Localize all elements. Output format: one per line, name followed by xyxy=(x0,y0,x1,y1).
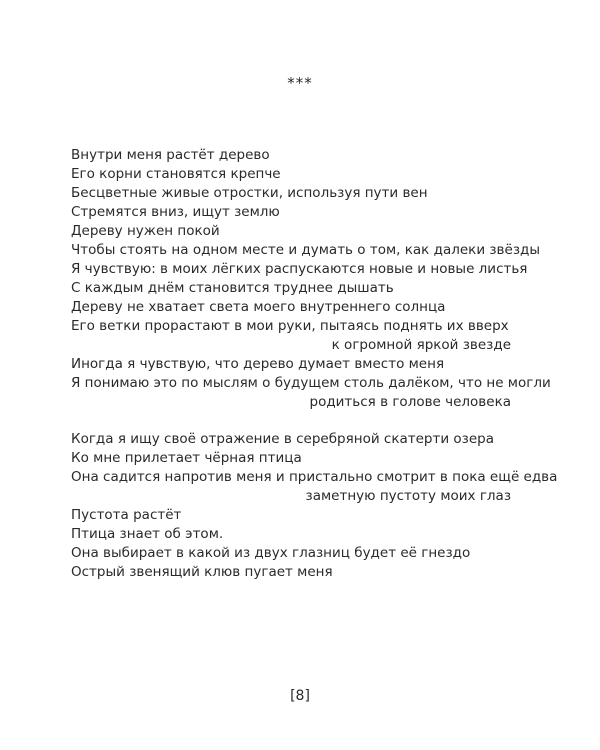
poem-line: Его ветки прорастают в мои руки, пытаясь поднять их вверх xyxy=(71,318,509,334)
poem-line: Бесцветные живые отростки, используя пути вен xyxy=(71,185,428,201)
poem-line-continuation: родиться в голове человека xyxy=(309,394,511,410)
poem-line: Когда я ищу своё отражение в серебряной скатерти озера xyxy=(71,431,495,447)
poem-line: Внутри меня растёт дерево xyxy=(71,147,270,163)
poem-line: Дереву нужен покой xyxy=(71,223,220,239)
poem-line: Чтобы стоять на одном месте и думать о том, как далеки звёзды xyxy=(71,242,540,258)
poem-line: Она выбирает в какой из двух глазниц будет её гнездо xyxy=(71,545,471,561)
poem xyxy=(71,146,558,582)
poem-line: Его корни становятся крепче xyxy=(71,166,281,182)
poem-line: С каждым днём становится труднее дышать xyxy=(71,280,394,296)
poem-line: Я чувствую: в моих лёгких распускаются новые и новые листья xyxy=(71,261,528,277)
poem-line-continuation: к огромной яркой звезде xyxy=(331,337,511,353)
poem-line: Пустота растёт xyxy=(71,507,182,523)
poem-line: Она садится напротив меня и пристально смотрит в пока ещё едва xyxy=(71,469,558,485)
poem-line-continuation: заметную пустоту моих глаз xyxy=(305,488,511,504)
poem-line: Иногда я чувствую, что дерево думает вместо меня xyxy=(71,356,445,372)
poem-line: Я понимаю это по мыслям о будущем столь далёком, что не могли xyxy=(71,375,551,391)
poem-line: Птица знает об этом. xyxy=(71,526,224,542)
section-separator: *** xyxy=(287,74,313,92)
poem-line: Острый звенящий клюв пугает меня xyxy=(71,564,333,580)
poem-line: Ко мне прилетает чёрная птица xyxy=(71,450,302,466)
page-number: [8] xyxy=(290,688,310,704)
stanza-break xyxy=(71,412,511,430)
poem-line: Стремятся вниз, ищут землю xyxy=(71,204,280,220)
poem-line: Дереву не хватает света моего внутреннего солнца xyxy=(71,299,446,315)
